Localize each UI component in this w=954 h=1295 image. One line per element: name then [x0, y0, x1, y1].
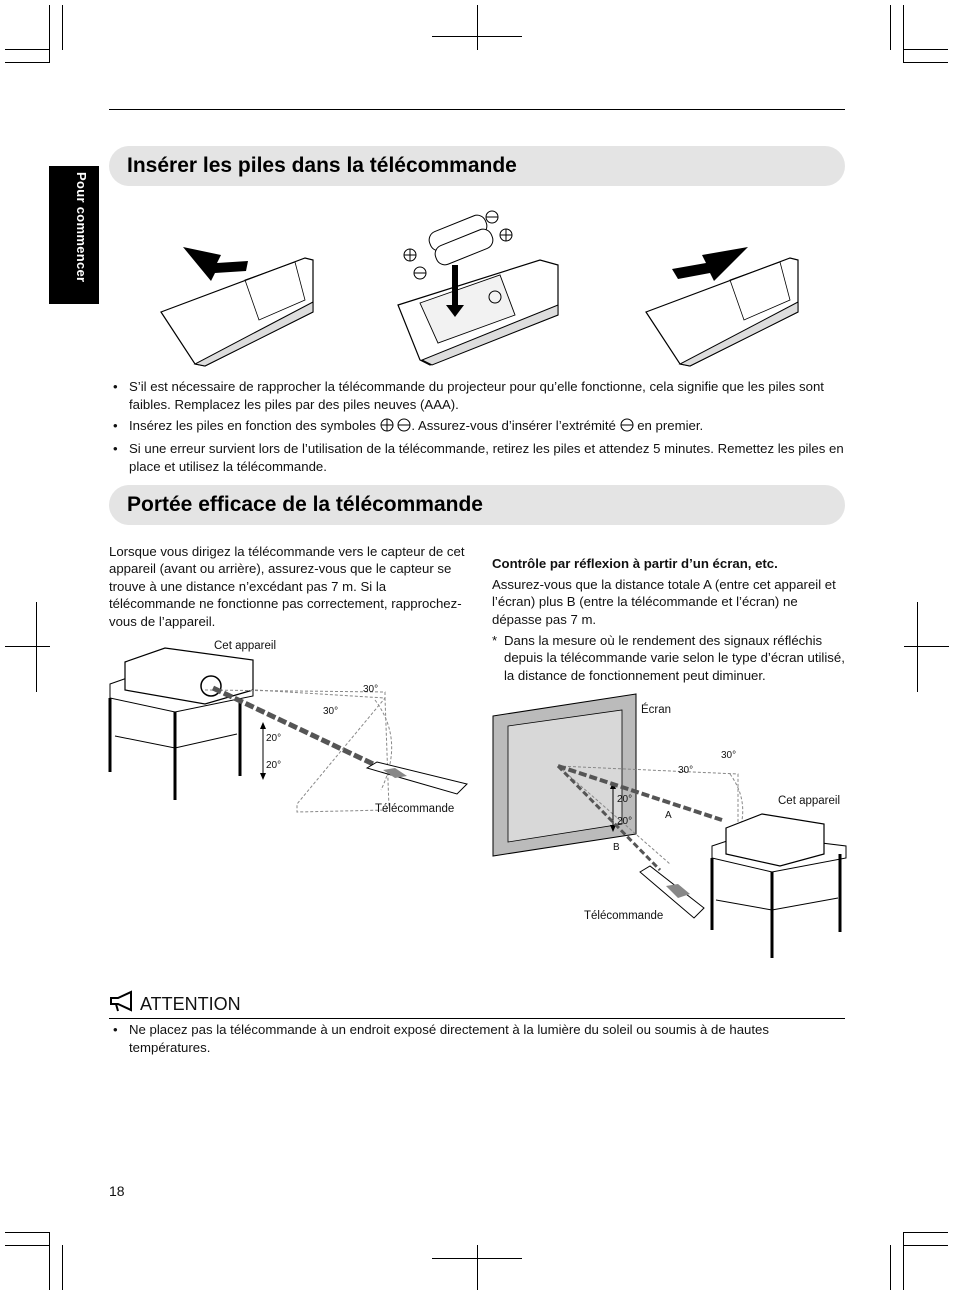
fig2-angle: 20°: [617, 816, 633, 827]
fig1-remote-label: Télécommande: [375, 803, 455, 815]
side-tab-label: Pour commencer: [74, 172, 89, 283]
bullet-marker: •: [113, 441, 118, 456]
bullet-text: S’il est nécessaire de rapprocher la télécommande du projecteur pour qu’elle fonctionne, cela signifie que les piles sont faibles. Remplacez les piles par des piles neuves (AAA).: [129, 379, 824, 412]
bullet-text-part: . Assurez-vous d’insérer l’extrémité: [411, 418, 616, 433]
fig2-remote-label: Télécommande: [584, 910, 664, 922]
plus-symbol-icon: [380, 418, 394, 432]
bullet-marker: •: [113, 1022, 118, 1037]
fig2-device-label: Cet appareil: [778, 795, 841, 807]
top-rule: [109, 109, 845, 110]
minus-symbol-icon: [620, 418, 634, 432]
note-marker: *: [492, 633, 498, 648]
attention-title: ATTENTION: [140, 994, 241, 1014]
remote-close-illustration: [640, 240, 805, 370]
remote-open-illustration: [155, 240, 325, 370]
bullet-text-line: [129, 417, 845, 435]
fig1-angle: 20°: [266, 733, 282, 744]
side-tab: [49, 166, 99, 304]
section-heading-batteries: [109, 146, 845, 186]
fig2-distance-b: B: [613, 842, 620, 853]
bullet-text: Si une erreur survient lors de l’utilisation de la télécommande, retirez les piles et attendez 5 minutes. Remettez les piles en place et utilisez la télécommande.: [129, 441, 844, 474]
bullet-text: Ne placez pas la télécommande à un endroit exposé directement à la lumière du soleil ou soumis à de hautes températures.: [129, 1022, 769, 1055]
bullet-text-part: Insérez les piles en fonction des symboles: [129, 418, 377, 433]
note-text: Dans la mesure où le rendement des signaux réfléchis depuis la télécommande varie selon le type d’écran utilisé, la distance de fonctionnement peut diminuer.: [504, 633, 845, 683]
battery-insert-illustration: [390, 205, 562, 371]
fig1-angle: 30°: [363, 684, 379, 695]
fig2-angle: 30°: [721, 750, 737, 761]
minus-symbol-icon: [397, 418, 411, 432]
reflection-text: Assurez-vous que la distance totale A (entre cet appareil et l’écran) plus B (entre la télécommande et l’écran) ne dépasse pas 7 m.: [492, 577, 836, 627]
bullet-marker: •: [113, 418, 118, 433]
bullet-marker: •: [113, 379, 118, 394]
range-description: Lorsque vous dirigez la télécommande vers le capteur de cet appareil (avant ou arrière), assurez-vous que le capteur se trouve à une distance n’excédant pas 7 m. Si la télécommande ne fonctionne pas correctement, rapprochez-vous de l’appareil.: [109, 544, 465, 629]
fig1-device-label: Cet appareil: [214, 640, 277, 652]
fig2-angle: 30°: [678, 765, 694, 776]
section-title: Insérer les piles dans la télécommande: [127, 154, 517, 177]
reflection-heading: Contrôle par réflexion à partir d’un écran, etc.: [492, 556, 778, 571]
section-heading-range: [109, 485, 845, 525]
attention-rule: [109, 1018, 845, 1019]
section-title: Portée efficace de la télécommande: [127, 493, 483, 516]
bullet-text-part: en premier.: [637, 418, 704, 433]
fig2-distance-a: A: [665, 810, 672, 821]
reflection-range-diagram: [490, 694, 850, 964]
fig2-screen-label: Écran: [641, 704, 672, 716]
direct-range-diagram: [105, 640, 475, 820]
fig1-angle: 30°: [323, 706, 339, 717]
fig2-angle: 20°: [617, 794, 633, 805]
fig1-angle: 20°: [266, 760, 282, 771]
page-number: 18: [109, 1183, 125, 1199]
megaphone-icon: [109, 991, 135, 1013]
